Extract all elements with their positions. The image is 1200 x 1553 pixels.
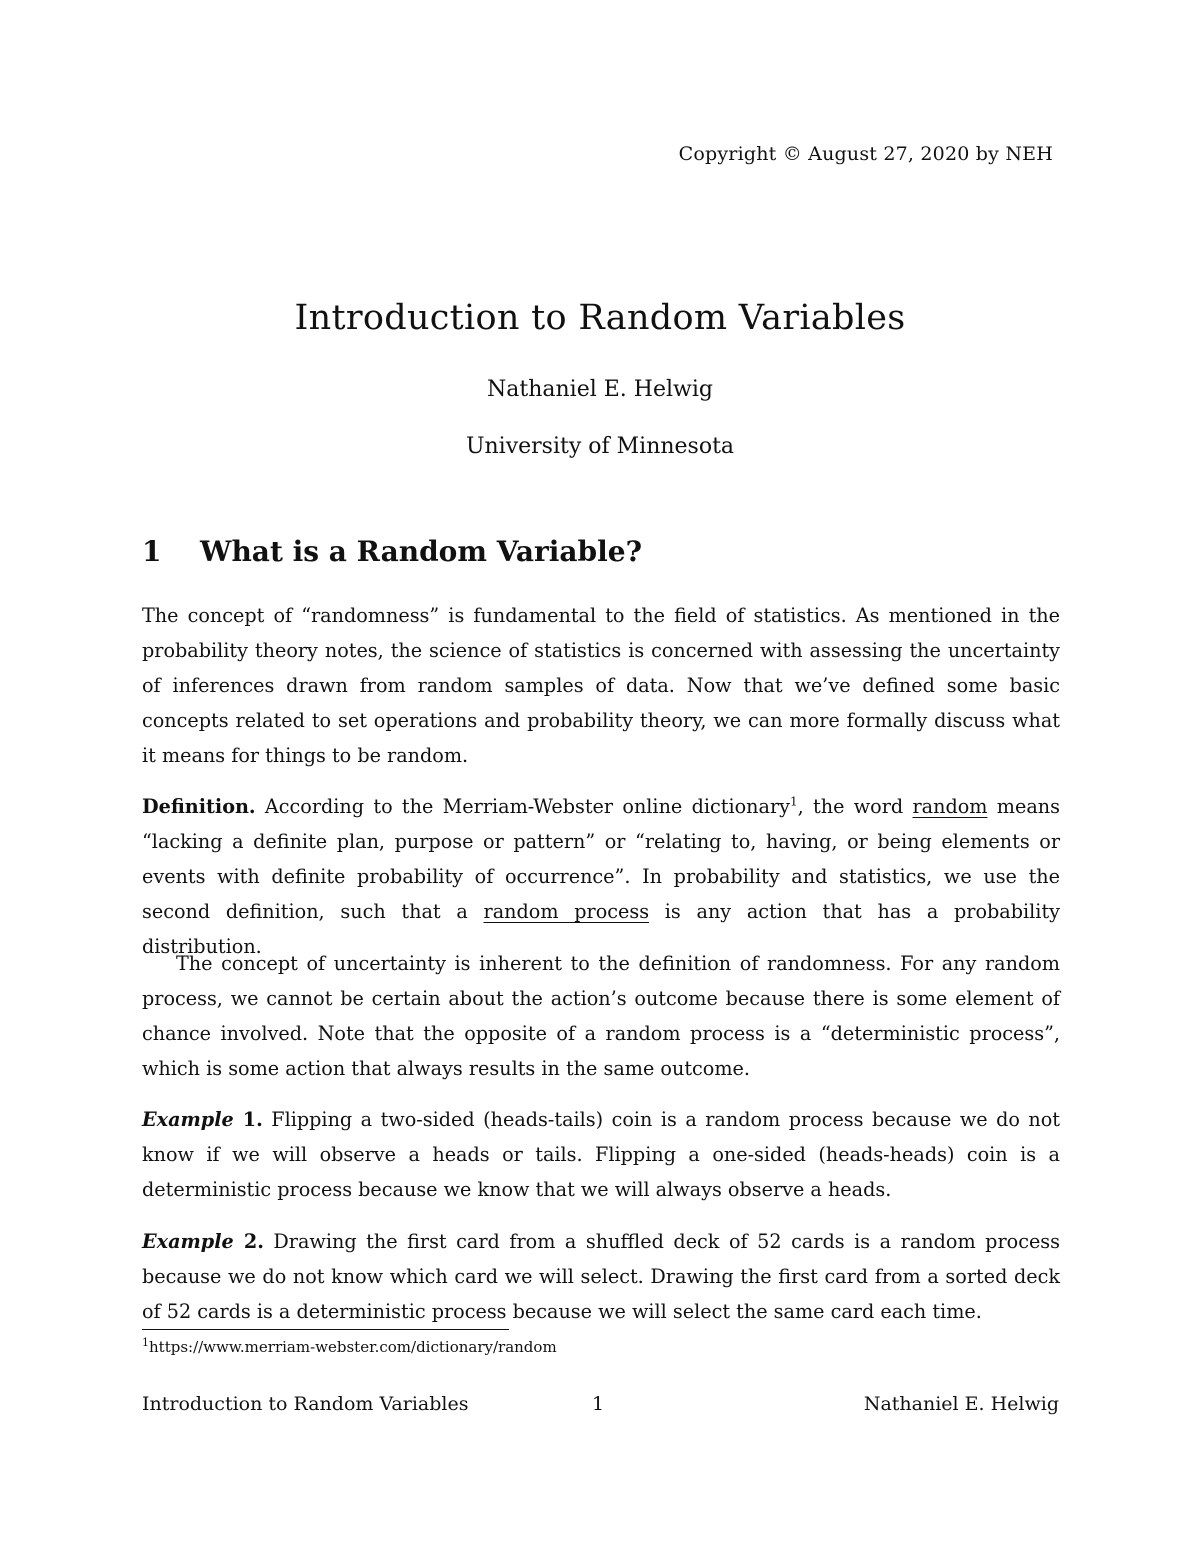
paragraph-definition bbox=[142, 789, 1060, 964]
example-1-number: 1. bbox=[233, 1108, 263, 1131]
footnote-marker: 1 bbox=[789, 794, 798, 809]
paragraph-example-2 bbox=[142, 1224, 1060, 1329]
page-number: 1 bbox=[592, 1393, 605, 1415]
term-random: random bbox=[912, 795, 988, 818]
definition-text-3: means “lacking a definite plan, purpose or pattern” or “relating to, having, or being elements or events with definite probability of occurrence”. In probability and statistics, we use the second definition, such that a bbox=[142, 795, 1060, 923]
example-2-label: Example bbox=[142, 1230, 234, 1253]
copyright-notice: Copyright © August 27, 2020 by NEH bbox=[678, 143, 1053, 165]
footnote-rule bbox=[142, 1329, 509, 1330]
section-title: What is a Random Variable? bbox=[200, 535, 642, 568]
footnote-number: 1 bbox=[142, 1336, 149, 1349]
definition-text-4: is any action that has a probability distribution. bbox=[142, 900, 1060, 958]
example-1-label: Example bbox=[142, 1108, 234, 1131]
paragraph-uncertainty: The concept of uncertainty is inherent to the definition of randomness. For any random process, we cannot be certain about the action’s outcome because there is some element of chance involved. Note that the opposite of a random process is a “deterministic process”, which is some action that always results in the same outcome. bbox=[142, 952, 1060, 1080]
definition-text-1: According to the Merriam-Webster online dictionary bbox=[255, 795, 790, 818]
footer-title: Introduction to Random Variables bbox=[142, 1393, 469, 1415]
footnote bbox=[142, 1336, 557, 1356]
footnote-url: https://www.merriam-webster.com/dictionary/random bbox=[149, 1338, 557, 1356]
document-title: Introduction to Random Variables bbox=[294, 298, 906, 338]
example-1-text: Flipping a two-sided (heads-tails) coin is a random process because we do not know if we will observe a heads or tails. Flipping a one-sided (heads-heads) coin is a deterministic process because we know that we will always observe a heads. bbox=[142, 1108, 1060, 1201]
footer-author: Nathaniel E. Helwig bbox=[863, 1393, 1059, 1415]
definition-label: Definition. bbox=[142, 795, 256, 818]
example-2-number: 2. bbox=[233, 1230, 264, 1253]
example-2-text: Drawing the first card from a shuffled deck of 52 cards is a random process because we do not know which card we will select. Drawing the first card from a sorted deck of 52 cards is a deterministic process because we will select the same card each time. bbox=[142, 1230, 1060, 1323]
paragraph-example-1 bbox=[142, 1102, 1060, 1207]
author-affiliation: University of Minnesota bbox=[465, 434, 735, 459]
author-name: Nathaniel E. Helwig bbox=[487, 377, 713, 402]
term-random-process: random process bbox=[483, 900, 650, 923]
paragraph-randomness: The concept of “randomness” is fundamental to the field of statistics. As mentioned in the probability theory notes, the science of statistics is concerned with assessing the uncertainty of inferences drawn from random samples of data. Now that we’ve defined some basic concepts related to set operations and probability theory, we can more formally discuss what it means for things to be random. bbox=[142, 604, 1060, 767]
section-heading bbox=[142, 535, 642, 568]
definition-text-2: , the word bbox=[797, 795, 913, 818]
section-number: 1 bbox=[142, 535, 162, 568]
